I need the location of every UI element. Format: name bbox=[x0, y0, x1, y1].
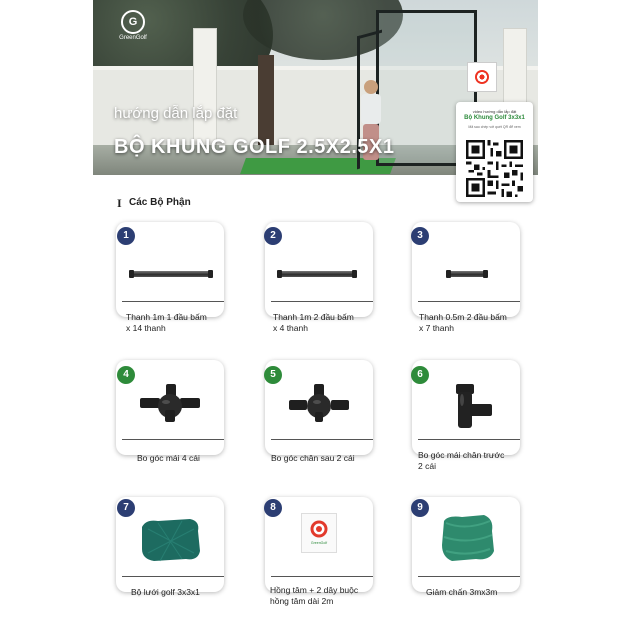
section-title: Các Bộ Phận bbox=[129, 197, 191, 208]
part-label: Bo góc mái 4 cái bbox=[137, 453, 200, 463]
part-label: Bo góc mái chân trước 2 cái bbox=[418, 450, 505, 471]
target-sheet bbox=[301, 513, 337, 553]
part-badge: 8 bbox=[264, 499, 282, 517]
impact-mat-icon bbox=[438, 513, 496, 563]
card-divider bbox=[271, 576, 373, 577]
part-badge: 5 bbox=[264, 366, 282, 384]
front-roof-corner-connector-icon bbox=[440, 382, 496, 430]
part-label: Bộ lưới golf 3x3x1 bbox=[131, 587, 200, 597]
part-badge: 6 bbox=[411, 366, 429, 384]
part-badge: 7 bbox=[117, 499, 135, 517]
card-divider bbox=[418, 301, 520, 302]
qr-caption-bottom: Mã sao chép với quét QR để xem bbox=[468, 125, 521, 129]
card-divider bbox=[271, 301, 373, 302]
qr-card[interactable] bbox=[456, 102, 533, 202]
part-label: Thanh 1m 2 đầu bấm x 4 thanh bbox=[273, 312, 354, 333]
card-divider bbox=[418, 439, 520, 440]
rod-1m-two-end-icon bbox=[277, 271, 357, 277]
brand-logo bbox=[113, 10, 153, 41]
qr-title: Bộ Khung Golf 3x3x1 bbox=[464, 115, 525, 121]
hero-title: BỘ KHUNG GOLF 2.5X2.5X1 bbox=[114, 136, 395, 158]
card-divider bbox=[418, 576, 520, 577]
part-label: Bo góc chân sau 2 cái bbox=[271, 453, 355, 463]
part-label: Hồng tâm + 2 dây buộc hồng tâm dài 2m bbox=[270, 585, 359, 606]
wall-pillar bbox=[193, 28, 217, 150]
part-badge: 3 bbox=[411, 227, 429, 245]
part-badge: 1 bbox=[117, 227, 135, 245]
part-label: Thanh 1m 1 đầu bấm x 14 thanh bbox=[126, 312, 207, 333]
part-badge: 2 bbox=[264, 227, 282, 245]
cage-target bbox=[467, 62, 497, 92]
roof-corner-connector-icon bbox=[138, 382, 202, 424]
part-badge: 9 bbox=[411, 499, 429, 517]
card-divider bbox=[271, 439, 373, 440]
target-brand-text: GreenGolf bbox=[310, 541, 328, 545]
qr-caption-top: video hướng dẫn lắp đặt bbox=[472, 109, 517, 114]
part-label: Giảm chấn 3mx3m bbox=[426, 587, 498, 597]
card-divider bbox=[122, 301, 224, 302]
rod-half-meter-icon bbox=[446, 271, 488, 277]
card-divider bbox=[122, 439, 224, 440]
rod-1m-one-end-icon bbox=[129, 271, 213, 277]
card-divider bbox=[122, 576, 224, 577]
hero-subtitle: hướng dẫn lắp đặt bbox=[114, 105, 238, 122]
section-number: I bbox=[117, 196, 122, 210]
bullseye-target-icon bbox=[310, 520, 328, 538]
rear-base-connector-icon bbox=[287, 382, 351, 424]
golf-net-icon bbox=[138, 517, 204, 563]
brand-logo-text: GreenGolf bbox=[119, 35, 147, 41]
part-badge: 4 bbox=[117, 366, 135, 384]
brand-logo-mark: G bbox=[121, 10, 145, 34]
qr-code-icon[interactable] bbox=[466, 140, 523, 197]
part-label: Thanh 0.5m 2 đầu bấm x 7 thanh bbox=[419, 312, 507, 333]
